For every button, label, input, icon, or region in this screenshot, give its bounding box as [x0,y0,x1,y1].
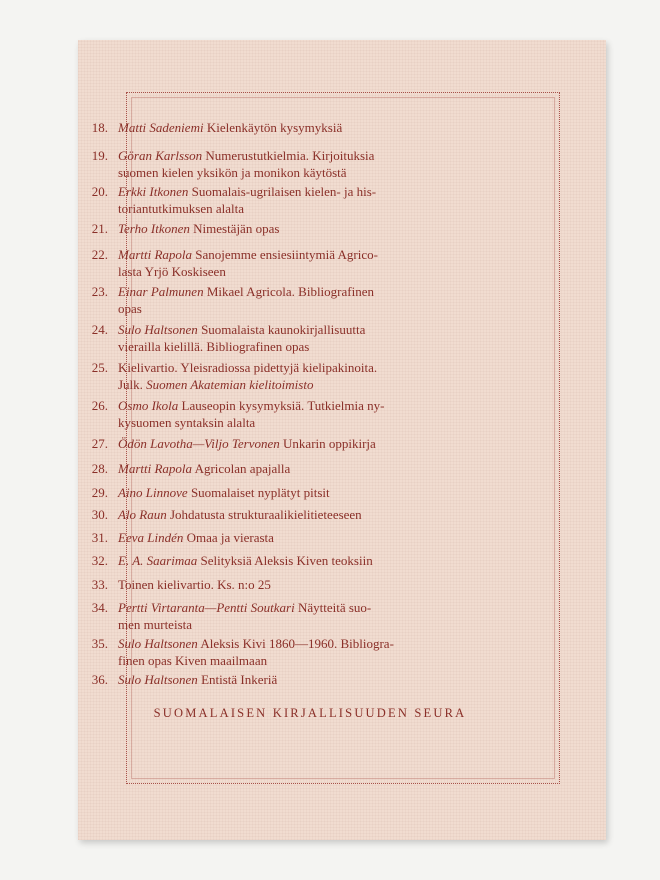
entry-title: Unkarin oppikirja [283,436,376,451]
entry-author: Göran Karlsson [118,148,203,163]
entry-title: Näytteitä suo- [297,600,372,615]
entry-title: Suomalaiset nyplätyt pitsit [190,485,330,500]
entry-number: 35. [91,636,108,651]
entry-title-continued: Julk. [118,376,143,392]
entry-title: Aleksis Kivi 1860—1960. Bibliogra- [200,636,394,651]
entry-title: Lauseopin kysymyksiä. Tutkielmia ny- [181,398,385,413]
entry-number: 31. [91,530,108,545]
entry-number: 30. [91,507,108,522]
entry-title-continued: suomen kielen yksikön ja monikon käytöstä [118,164,347,180]
entry-title: Numerustutkielmia. Kirjoituksia [205,148,375,163]
entry-title-continued: toriantutkimuksen alalta [118,200,244,216]
entry-title: Kielenkäytön kysymyksiä [206,120,343,135]
entry-text [118,485,518,502]
entry-title-continued: opas [118,300,142,316]
entry-text [118,221,518,238]
entry-number: 28. [91,461,108,476]
entry-text [118,360,518,393]
entry-title: Suomalais-ugrilaisen kielen- ja his- [191,184,377,199]
entry-title-continued: kysuomen syntaksin alalta [118,414,256,430]
entry-author: Sulo Haltsonen [118,636,198,651]
entry-title: Nimestäjän opas [193,221,280,236]
entry-title: Kielivartio. Yleisradiossa pidettyjä kielipakinoita. [118,360,378,375]
entry-title: Toinen kielivartio. Ks. n:o 25 [118,577,271,592]
entry-text [118,672,518,689]
entry-number: 36. [91,672,108,687]
entry-number: 18. [91,120,108,135]
entry-text [118,322,518,355]
entry-title: Suomalaista kaunokirjallisuutta [201,322,366,337]
entry-number: 20. [91,184,108,199]
entry-text [118,461,518,478]
entry-number: 19. [91,148,108,163]
entry-author: Alo Raun [118,507,167,522]
entry-title: Sanojemme ensiesiintymiä Agrico- [195,247,378,262]
entry-author: Erkki Itkonen [118,184,189,199]
entry-title: Johdatusta strukturaalikielitieteeseen [170,507,362,522]
entry-title: Mikael Agricola. Bibliografinen [206,284,374,299]
entry-title-continued: finen opas Kiven maailmaan [118,652,268,668]
entry-author: Ödön Lavotha—Viljo Tervonen [118,436,280,451]
entry-number: 24. [91,322,108,337]
entry-number: 32. [91,553,108,568]
entry-title-continued: men murteista [118,616,193,632]
entry-number: 29. [91,485,108,500]
entry-text [118,436,518,453]
entry-text [118,247,518,280]
entry-text [118,636,518,669]
entry-author: Martti Rapola [118,461,193,476]
entry-publisher-org: Suomen Akatemian kielitoimisto [146,376,314,392]
entry-author: Aino Linnove [118,485,188,500]
entry-author: Terho Itkonen [118,221,190,236]
publisher-name: SUOMALAISEN KIRJALLISUUDEN SEURA [153,706,467,720]
entry-author: Matti Sadeniemi [118,120,204,135]
entry-number: 25. [91,360,108,375]
entry-text [118,577,518,594]
entry-author: Eeva Lindén [118,530,184,545]
entry-author: E. A. Saarimaa [118,553,198,568]
entry-text [118,507,518,524]
entry-number: 33. [91,577,108,592]
entry-title: Agricolan apajalla [194,461,291,476]
entry-text [118,184,518,217]
entry-text [118,120,518,137]
entry-text [118,284,518,317]
entry-title: Omaa ja vierasta [186,530,274,545]
entry-author: Einar Palmunen [118,284,204,299]
entry-author: Osmo Ikola [118,398,179,413]
entry-author: Pertti Virtaranta—Pentti Soutkari [118,600,295,615]
entry-number: 21. [91,221,108,236]
entry-number: 23. [91,284,108,299]
entry-title-continued: lasta Yrjö Koskiseen [118,263,226,279]
entry-text [118,148,518,181]
entry-author: Sulo Haltsonen [118,672,198,687]
entry-text [118,553,518,570]
entry-number: 26. [91,398,108,413]
entry-text [118,530,518,547]
entry-number: 34. [91,600,108,615]
entry-number: 22. [91,247,108,262]
entry-number: 27. [91,436,108,451]
entry-text [118,398,518,431]
entry-author: Martti Rapola [118,247,193,262]
entry-title: Selityksiä Aleksis Kiven teoksiin [200,553,373,568]
entry-title: Entistä Inkeriä [201,672,278,687]
entry-author: Sulo Haltsonen [118,322,198,337]
entry-text [118,600,518,633]
entry-title-continued: vierailla kielillä. Bibliografinen opas [118,338,310,354]
